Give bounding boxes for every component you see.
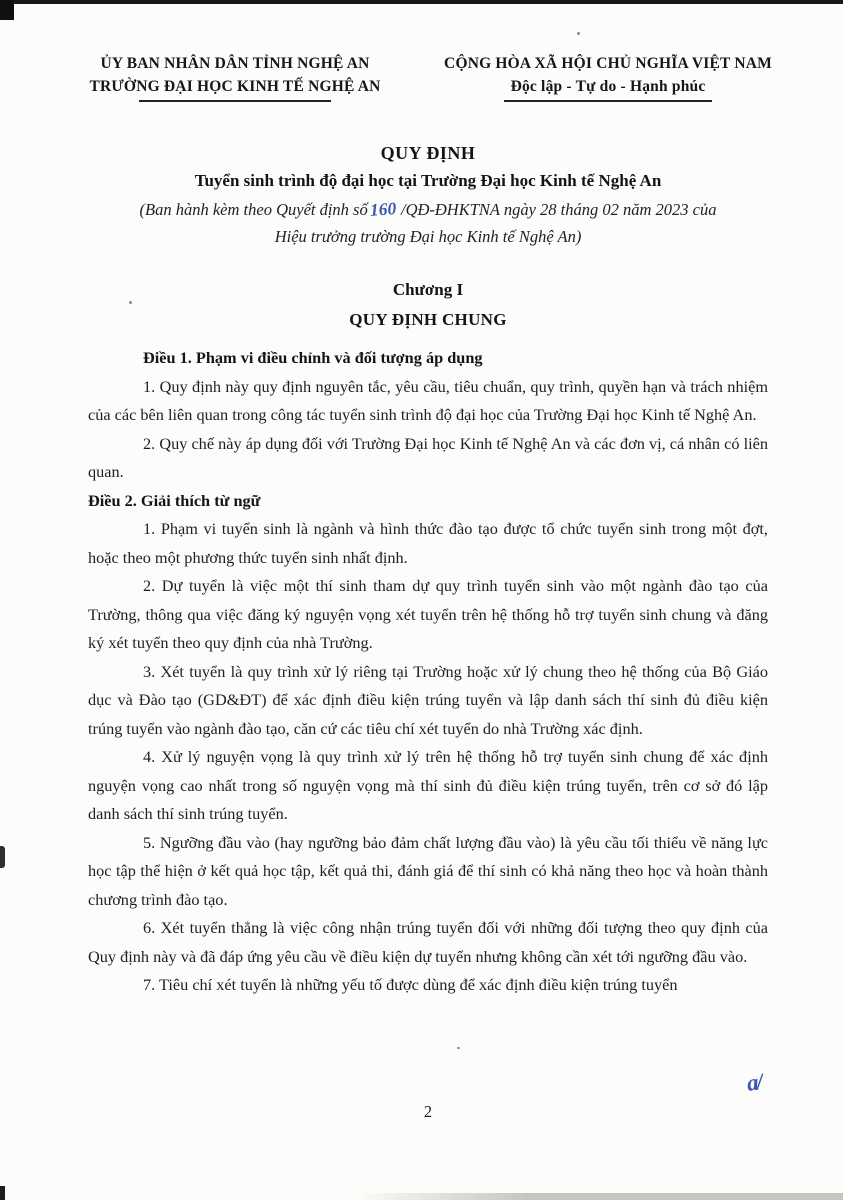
national-title: CỘNG HÒA XÃ HỘI CHỦ NGHĨA VIỆT NAM (444, 55, 772, 72)
article-2-paragraph: 1. Phạm vi tuyển sinh là ngành và hình thức đào tạo được tổ chức tuyển sinh trong một đợt, hoặc theo một phương thức tuyển sinh nhất định. (88, 519, 768, 567)
scan-mark-left (0, 846, 5, 868)
scan-speckle (457, 1047, 460, 1049)
article-2-paragraph: 6. Xét tuyển thẳng là việc công nhận trúng tuyển đối với những đối tượng theo quy định của Quy định này và đã đáp ứng yêu cầu về điều kiện dự tuyển nhưng không cần xét tới ngưỡng đầu vào. (88, 918, 768, 966)
scan-edge-top-left (0, 0, 14, 20)
document-title-block (82, 143, 774, 250)
document-subtitle: Tuyển sinh trình độ đại học tại Trường Đại học Kinh tế Nghệ An (194, 171, 662, 190)
article-1-paragraph: 2. Quy chế này áp dụng đối với Trường Đại học Kinh tế Nghệ An và các đơn vị, cá nhân có liên quan. (88, 433, 768, 481)
scan-edge-bottom-left (0, 1186, 5, 1200)
article-2-paragraph: 7. Tiêu chí xét tuyển là những yếu tố được dùng để xác định điều kiện trúng tuyển (143, 975, 678, 994)
article-1-heading: Điều 1. Phạm vi điều chỉnh và đối tượng áp dụng (143, 348, 483, 367)
page-number: 2 (423, 1102, 433, 1121)
issuance-line2: Hiệu trưởng trường Đại học Kinh tế Nghệ An) (274, 227, 582, 246)
handwritten-decision-number: 160 (369, 198, 397, 220)
article-2-paragraph: 3. Xét tuyển là quy trình xử lý riêng tại Trường hoặc xử lý chung theo hệ thống của Bộ Giáo dục và Đào tạo (GD&ĐT) để xác định điều kiện trúng tuyển và lập danh sách thí sinh đủ điều kiện trúng tuyển vào ngành đào tạo, căn cứ các tiêu chí xét tuyển do nhà Trường xác định. (88, 661, 768, 738)
scan-edge-top (0, 0, 843, 4)
header-right-underline (504, 100, 712, 102)
issuance-line1 (82, 196, 774, 223)
issuance-post-text: /QĐ-ĐHKTNA ngày 28 tháng 02 năm 2023 của (400, 200, 717, 219)
document-body (88, 344, 768, 1000)
chapter-heading (82, 280, 774, 330)
header-left-underline (139, 100, 331, 102)
national-motto-block (418, 52, 798, 102)
article-2-paragraph: 4. Xử lý nguyện vọng là quy trình xử lý trên hệ thống hỗ trợ tuyển sinh chung để xác định nguyện vọng cao nhất trong số nguyện vọng mà thí sinh đủ điều kiện trúng tuyển, trên cơ sở đó lập danh sách thí sinh trúng tuyển. (88, 747, 768, 823)
national-motto: Độc lập - Tự do - Hạnh phúc (510, 78, 706, 95)
issuance-note (82, 196, 774, 250)
authority-line1: ỦY BAN NHÂN DÂN TỈNH NGHỆ AN (100, 55, 370, 72)
scan-shadow-bottom (355, 1193, 843, 1200)
scan-speckle (577, 32, 580, 35)
issuing-authority-block (70, 52, 400, 102)
document-title: QUY ĐỊNH (380, 143, 476, 163)
authority-line2: TRƯỜNG ĐẠI HỌC KINH TẾ NGHỆ AN (89, 78, 381, 95)
article-2-heading: Điều 2. Giải thích từ ngữ (88, 490, 261, 510)
article-2-paragraph: 2. Dự tuyển là việc một thí sinh tham dự quy trình tuyển sinh vào một ngành đào tạo của Trường, thông qua việc đăng ký nguyện vọng xét tuyển trên hệ thống hỗ trợ tuyển sinh chung và đăng ký xét tuyển theo quy định của nhà Trường. (88, 576, 768, 652)
issuance-pre-text: (Ban hành kèm theo Quyết định số (139, 200, 368, 219)
article-2-paragraph: 5. Ngưỡng đầu vào (hay ngưỡng bảo đảm chất lượng đầu vào) là yêu cầu tối thiểu về năng lực học tập thể hiện ở kết quả học tập, kết quả thi, đánh giá để thí sinh có khả năng theo học và hoàn thành chương trình đào tạo. (88, 832, 768, 909)
chapter-label: Chương I (392, 280, 464, 299)
handwritten-reviewer-mark: a/ (745, 1069, 763, 1096)
article-1-paragraph: 1. Quy định này quy định nguyên tắc, yêu cầu, tiêu chuẩn, quy trình, quyền hạn và trách nhiệm của các bên liên quan trong công tác tuyển sinh trình độ đại học của Trường Đại học Kinh tế Nghệ An. (88, 376, 768, 424)
chapter-title: QUY ĐỊNH CHUNG (349, 310, 507, 329)
